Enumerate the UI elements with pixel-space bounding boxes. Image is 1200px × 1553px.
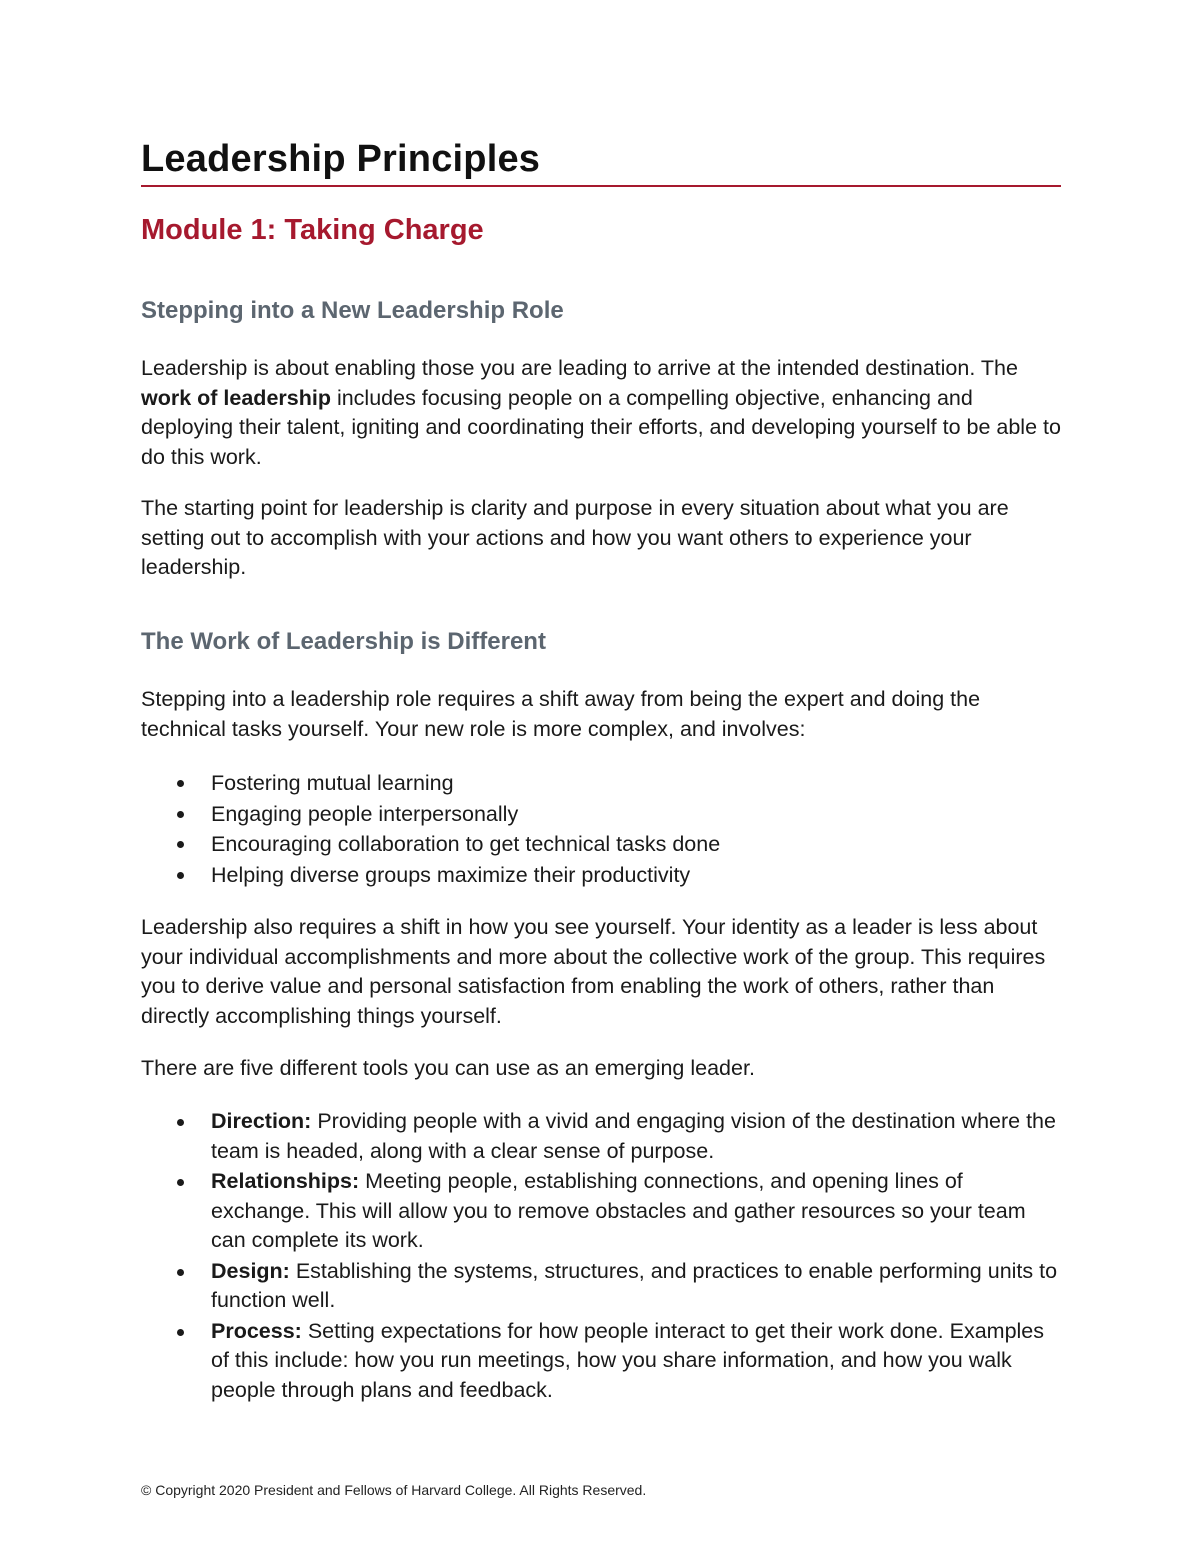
document-title: Leadership Principles (141, 138, 541, 180)
paragraph-starting-point: The starting point for leadership is clarity and purpose in every situation about what you are setting out to accomplish with your actions and how you want others to experience your leadership. (141, 496, 1009, 579)
list-item: Engaging people interpersonally (141, 799, 1061, 830)
leadership-tools-list (141, 1107, 1061, 1406)
tool-description: Meeting people, establishing connections, and opening lines of exchange. This will allow you to remove obstacles and gather resources so your team can complete its work. (211, 1169, 1026, 1252)
copyright-footer: © Copyright 2020 President and Fellows of Harvard College. All Rights Reserved. (141, 1482, 647, 1498)
list-item-process (141, 1317, 1061, 1406)
title-divider (141, 185, 1061, 187)
module-title: Module 1: Taking Charge (141, 214, 484, 246)
list-item-relationships (141, 1167, 1061, 1256)
list-item: Fostering mutual learning (141, 768, 1061, 799)
paragraph-text: Leadership is about enabling those you are leading to arrive at the intended destination. The (141, 356, 1018, 380)
paragraph-leadership-definition (141, 354, 1061, 472)
tool-description: Setting expectations for how people interact to get their work done. Examples of this include: how you run meetings, how you share information, and how you walk people through plans and feedback. (211, 1318, 1045, 1402)
paragraph-shift-away: Stepping into a leadership role requires a shift away from being the expert and doing the technical tasks yourself. Your new role is more complex, and involves: (141, 687, 981, 741)
paragraph-five-tools: There are five different tools you can use as an emerging leader. (141, 1056, 755, 1080)
section-heading-new-role: Stepping into a New Leadership Role (141, 297, 564, 324)
paragraph-identity-shift: Leadership also requires a shift in how you see yourself. Your identity as a leader is less about your individual accomplishments and more about the collective work of the group. This requires you to derive value and personal satisfaction from enabling the work of others, rather than directly accomplishing things yourself. (141, 915, 1046, 1028)
tool-term: Direction: (211, 1109, 312, 1133)
tool-description: Establishing the systems, structures, and practices to enable performing units to function well. (211, 1258, 1058, 1312)
paragraph-text: includes focusing people on a compelling objective, enhancing and deploying their talent, igniting and coordinating their efforts, and developing yourself to be able to do this work. (141, 385, 1061, 469)
tool-term: Design: (211, 1258, 290, 1283)
tool-term: Process: (211, 1318, 302, 1343)
list-item-design (141, 1257, 1061, 1316)
list-item: Encouraging collaboration to get technical tasks done (141, 829, 1061, 860)
role-involves-list (141, 768, 1061, 890)
tool-description: Providing people with a vivid and engaging vision of the destination where the team is headed, along with a clear sense of purpose. (211, 1109, 1056, 1163)
list-item: Helping diverse groups maximize their productivity (141, 860, 1061, 891)
section-heading-work-different: The Work of Leadership is Different (141, 628, 546, 655)
list-item-direction (141, 1107, 1061, 1166)
tool-term: Relationships: (211, 1169, 360, 1193)
bold-term-work-of-leadership: work of leadership (141, 385, 331, 410)
